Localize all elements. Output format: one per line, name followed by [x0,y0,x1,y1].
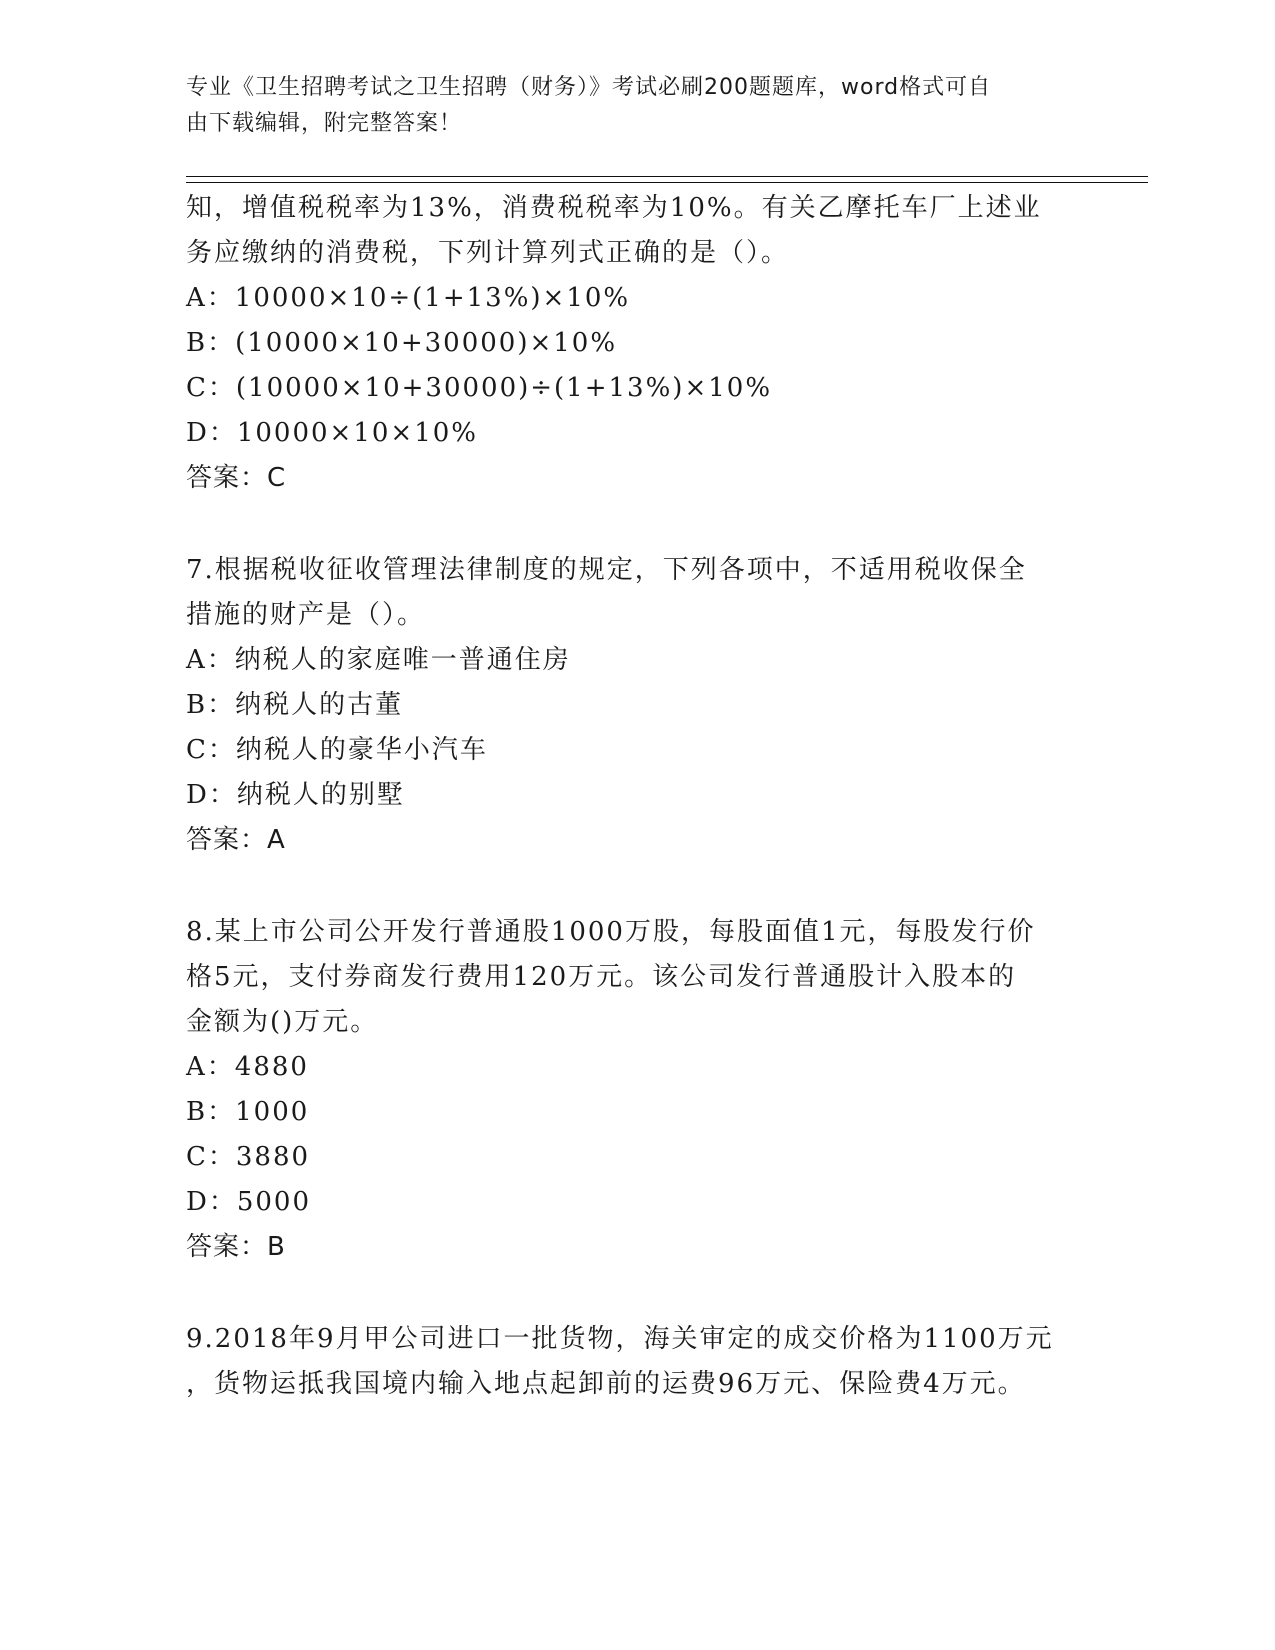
question-stem-line: 知，增值税税率为13%，消费税税率为10%。有关乙摩托车厂上述业 [186,193,1042,223]
option-a: A：10000×10÷(1+13%)×10% [186,283,631,313]
question-stem-line: 9.2018年9月甲公司进口一批货物，海关审定的成交价格为1100万元 [186,1324,1054,1354]
spacer [186,1270,1086,1317]
option-c: C：(10000×10+30000)÷(1+13%)×10% [186,373,773,403]
spacer [186,501,1086,548]
question-9 [186,1317,1086,1407]
answer-line: 答案：B [186,1232,286,1262]
option-a: A：4880 [186,1052,309,1082]
answer-line: 答案：A [186,825,286,855]
answer-line: 答案：C [186,463,287,493]
option-a: A：纳税人的家庭唯一普通住房 [186,645,571,675]
question-6 [186,186,1086,501]
option-d: D：5000 [186,1187,312,1217]
question-stem-line: 金额为()万元。 [186,1007,379,1037]
option-d: D：10000×10×10% [186,418,478,448]
question-7 [186,548,1086,863]
header-title-line-1: 专业《卫生招聘考试之卫生招聘（财务）》考试必刷200题题库，word格式可自 [186,75,992,100]
question-stem-line: 8.某上市公司公开发行普通股1000万股，每股面值1元，每股发行价 [186,917,1036,947]
option-d: D：纳税人的别墅 [186,780,405,810]
question-stem-line: 措施的财产是（）。 [186,600,426,630]
header-divider-top [186,176,1148,177]
document-body [186,186,1086,1407]
spacer [186,863,1086,910]
header-divider-bottom [186,182,1148,183]
option-c: C：3880 [186,1142,311,1172]
option-c: C：纳税人的豪华小汽车 [186,735,488,765]
question-stem-line: 7.根据税收征收管理法律制度的规定，下列各项中，不适用税收保全 [186,555,1027,585]
option-b: B：(10000×10+30000)×10% [186,328,618,358]
option-b: B：纳税人的古董 [186,690,404,720]
question-stem-line: 务应缴纳的消费税，下列计算列式正确的是（）。 [186,238,790,268]
document-header [186,70,1066,142]
question-stem-line: ，货物运抵我国境内输入地点起卸前的运费96万元、保险费4万元。 [186,1369,1026,1399]
question-stem-line: 格5元，支付券商发行费用120万元。该公司发行普通股计入股本的 [186,962,1017,992]
option-b: B：1000 [186,1097,310,1127]
question-8 [186,910,1086,1270]
header-title-line-2: 由下载编辑，附完整答案！ [186,111,463,136]
